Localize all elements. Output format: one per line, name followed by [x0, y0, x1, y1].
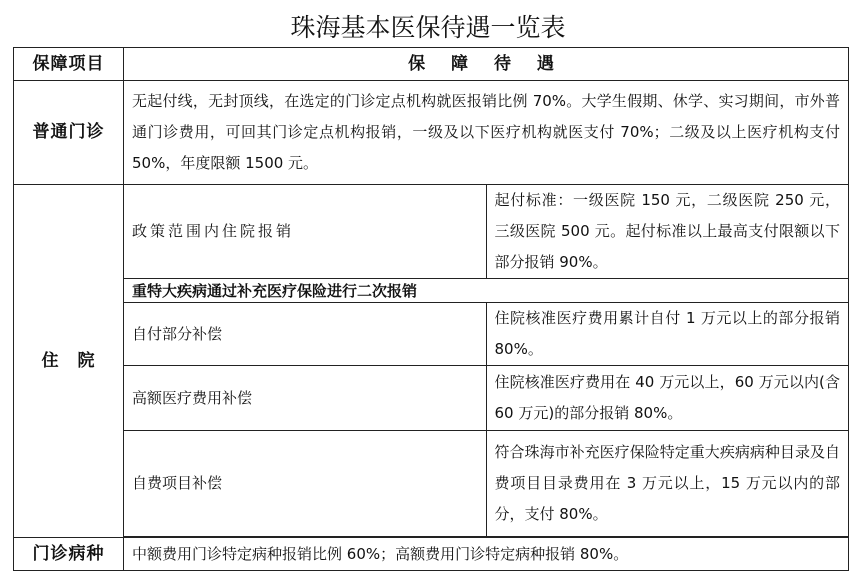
row-name: 自付部分补偿 — [124, 303, 487, 366]
table-row — [14, 538, 849, 571]
table-row — [14, 185, 849, 279]
row-text: 住院核准医疗费用累计自付 1 万元以上的部分报销 80%。 — [486, 303, 849, 366]
outpatient-text: 无起付线，无封顶线，在选定的门诊定点机构就医报销比例 70%。大学生假期、休学、实习期间，市外普通门诊费用，可回其门诊定点机构报销，一级及以下医疗机构就医支付 70%；二级及以上医疗机构支付 50%，年度限额 1500 元。 — [124, 81, 849, 185]
major-illness-heading: 重特大疾病通过补充医疗保险进行二次报销 — [124, 279, 849, 303]
table-row — [14, 366, 849, 431]
table-row — [14, 279, 849, 303]
row-name: 自费项目补偿 — [124, 431, 487, 537]
header-item: 保障项目 — [14, 48, 124, 81]
table-row — [14, 81, 849, 185]
policy-name: 政策范围内住院报销 — [124, 185, 487, 279]
policy-text: 起付标准：一级医院 150 元，二级医院 250 元，三级医院 500 元。起付标准以上最高支付限额以下部分报销 90%。 — [486, 185, 849, 279]
table-row — [14, 303, 849, 366]
table-row — [14, 431, 849, 537]
special-text: 中额费用门诊特定病种报销比例 60%；高额费用门诊特定病种报销 80%。 — [124, 538, 849, 571]
document-title: 珠海基本医保待遇一览表 — [290, 13, 566, 42]
special-label: 门诊病种 — [14, 538, 124, 571]
row-text: 住院核准医疗费用在 40 万元以上，60 万元以内(含 60 万元)的部分报销 80%。 — [486, 366, 849, 431]
row-name: 高额医疗费用补偿 — [124, 366, 487, 431]
outpatient-label: 普通门诊 — [14, 81, 124, 185]
benefits-table — [13, 47, 849, 571]
table-header-row — [14, 48, 849, 81]
inpatient-label: 住 院 — [14, 185, 124, 538]
header-benefit: 保 障 待 遇 — [124, 48, 849, 81]
row-text: 符合珠海市补充医疗保险特定重大疾病病种目录及自费项目目录费用在 3 万元以上，15 万元以内的部分，支付 80%。 — [486, 431, 849, 537]
